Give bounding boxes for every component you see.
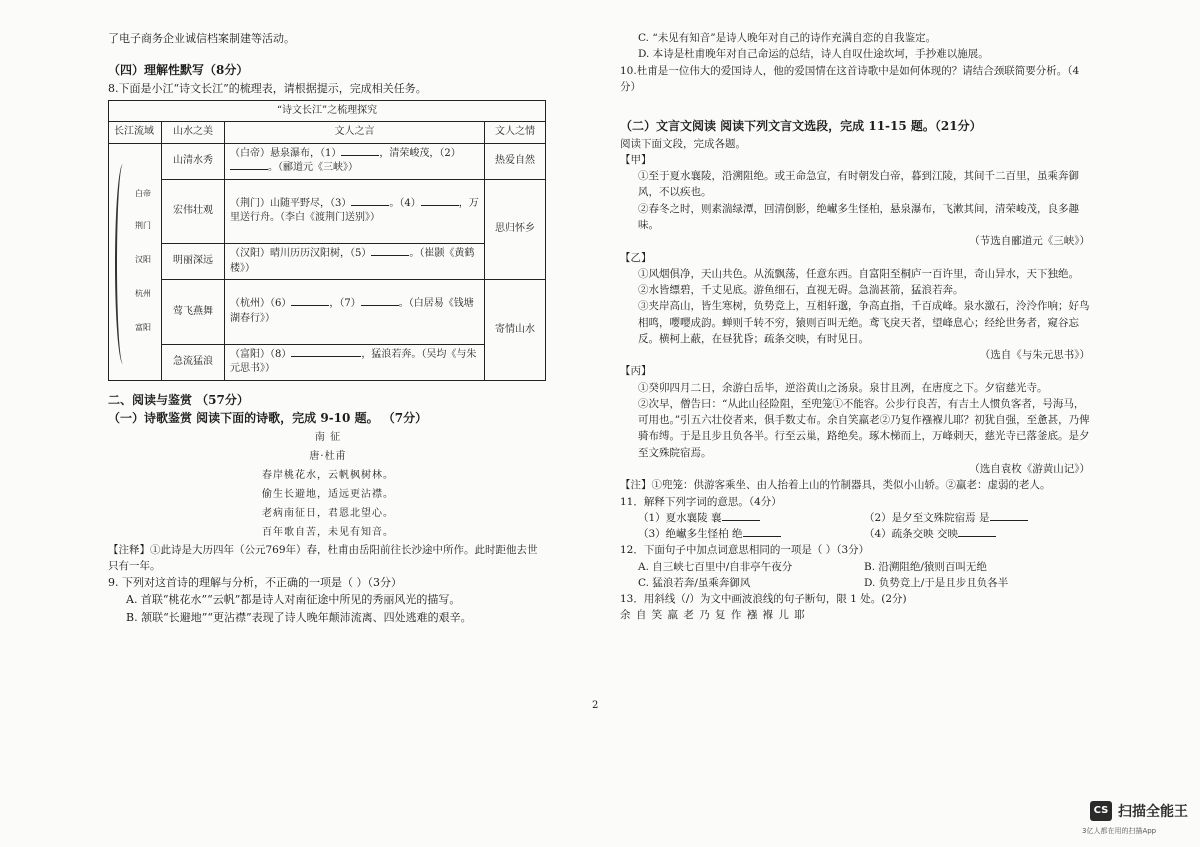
passage-bing-para: ②次早，僧告曰：“从此山径险阻，至兜笼①不能容。公步行良苦，有吉土人惯负客者，号海马，可用也。”引五六壮佼者来，俱手数丈布。余自笑羸老②乃复作襁褓儿耶？初犹自强，至惫甚，乃俾骑布缚。于是且步且负各半。行至云巢，路绝矣。琢木梯而上，万峰刺天，慈光寺已落釜底。是夕至文殊院宿焉。 (638, 397, 1090, 459)
question-8: 8.下面是小江“诗文长江”的梳理表，请根据提示，完成相关任务。 (108, 81, 427, 95)
answer-blank[interactable] (230, 169, 268, 170)
q11-row: （1）夏水襄陵 襄 （2）是夕至文殊院宿焉 是 (620, 510, 1090, 526)
passage-bing-source: （选自袁枚《游黄山记》） (969, 462, 1090, 475)
q12-row (620, 559, 1090, 575)
place-label: 杭州 (135, 288, 151, 298)
table-title: “诗文长江”之梳理探究 (109, 100, 546, 122)
passage-bing-para: ①癸卯四月二日，余游白岳毕，逆浴黄山之汤泉。泉甘且冽，在唐度之下。夕宿慈光寺。 (638, 381, 1048, 394)
q11-row: （3）绝𪩘多生怪柏 绝 （4）疏条交映 交映 (620, 526, 1090, 542)
answer-blank[interactable] (351, 205, 389, 206)
poem-title: 南 征 (314, 431, 342, 443)
row-feeling: 热爱自然 (485, 143, 546, 179)
row-quote: （荆门）山随平野尽，（3） 。（4） ，万里送行舟。（李白《渡荆门送别》） (225, 179, 485, 244)
question-10: 10.杜甫是一位伟大的爱国诗人，他的爱国情在这首诗歌中是如何体现的？请结合颈联简要分析。（4分） (620, 64, 1080, 93)
row-beauty: 宏伟壮观 (162, 179, 225, 244)
place-label: 荆门 (135, 220, 151, 230)
q9-option-a: A. 首联“桃花水”“云帆”都是诗人对南征途中所见的秀丽风光的描写。 (126, 593, 461, 607)
q13-sentence: 余 自 笑 羸 老 乃 复 作 襁 褓 儿 耶 (620, 609, 806, 622)
poem-line: 春岸桃花水，云帆枫树林。 (262, 469, 394, 481)
q12-option-c: C. 猛浪若奔/虽乘奔御风 (638, 576, 751, 589)
row-quote: （汉阳）晴川历历汉阳树，（5） 。（崔颢《黄鹤楼》） (225, 244, 485, 280)
answer-blank[interactable] (743, 536, 781, 537)
annotation: 【注】①兜笼：供游客乘坐、由人抬着上山的竹制器具，类似小山轿。②羸老：虚弱的老人。 (620, 479, 1051, 492)
question-13: 13．用斜线（/）为文中画波浪线的句子断句，限 1 处。(2分) (620, 593, 907, 606)
q12-option-a: A. 自三峡七百里中/自非亭午夜分 (638, 560, 793, 573)
row-beauty: 急流猛浪 (162, 344, 225, 380)
place-label: 富阳 (135, 322, 151, 332)
q9-option-c: C. “未见有知音”是诗人晚年对自己的诗作充满自恋的自我鉴定。 (638, 32, 937, 44)
answer-blank[interactable] (341, 155, 379, 156)
question-11: 11．解释下列字词的意思。（4分） (620, 495, 782, 508)
answer-blank[interactable] (722, 520, 760, 521)
table-header-feeling: 文人之情 (485, 122, 546, 144)
passage-yi-label: 【乙】 (620, 251, 652, 264)
q12-option-b: B. 沿溯阻绝/猿则百叫无绝 (864, 560, 987, 573)
passage-yi-para: ③夹岸高山，皆生寒树，负势竞上，互相轩邈，争高直指，千百成峰。泉水激石，泠泠作响；好鸟相鸣，嘤嘤成韵。蝉则千转不穷，猿则百叫无绝。鸢飞戾天者，望峰息心；经纶世务者，窥谷忘反。横柯上蔽，在昼犹昏；疏条交映，有时见日。 (638, 300, 1090, 345)
answer-blank[interactable] (958, 536, 996, 537)
answer-blank[interactable] (371, 255, 409, 256)
passage-jia-para: ①至于夏水襄陵，沿溯阻绝。或王命急宣，有时朝发白帝，暮到江陵，其间千二百里，虽乘奔御风，不以疾也。 (638, 170, 1079, 199)
poem-author: 唐·杜甫 (309, 450, 347, 462)
poem-section-title: （一）诗歌鉴赏 阅读下面的诗歌，完成 9-10 题。 （7分） (108, 411, 428, 426)
poem-note: 【注释】①此诗是大历四年（公元769年）春，杜甫由岳阳前往长沙途中所作。此时距他去世只有一年。 (108, 543, 538, 573)
passage-jia-label: 【甲】 (620, 153, 652, 166)
river-diagram (109, 143, 162, 380)
right-column (620, 30, 1090, 624)
question-9: 9. 下列对这首诗的理解与分析，不正确的一项是（ ）（3分） (108, 576, 402, 590)
camscanner-logo-icon: CS (1090, 801, 1112, 821)
passage-yi-para: ②水皆缥碧，千丈见底。游鱼细石，直视无碍。急湍甚箭，猛浪若奔。 (638, 284, 964, 297)
watermark-name: 扫描全能王 (1118, 804, 1188, 820)
row-feeling: 寄情山水 (485, 280, 546, 381)
passage-yi-source: （选自《与朱元思书》） (979, 349, 1090, 362)
answer-blank[interactable] (990, 520, 1028, 521)
poem-line: 偷生长避地，适远更沾襟。 (262, 488, 394, 500)
page-number: 2 (592, 700, 599, 711)
section-4-title: （四）理解性默写（8分） (108, 63, 249, 78)
classical-section-title: （二）文言文阅读 阅读下列文言文选段，完成 11-15 题。（21分） (620, 119, 982, 134)
row-beauty: 莺飞燕舞 (162, 280, 225, 345)
place-label: 白帝 (135, 188, 151, 198)
classical-intro: 阅读下面文段，完成各题。 (620, 137, 746, 150)
left-column (108, 30, 548, 626)
river-curve-icon (115, 164, 131, 364)
passage-jia-source: （节选自郦道元《三峡》） (969, 235, 1090, 248)
passage-bing-label: 【丙】 (620, 365, 652, 378)
place-label: 汉阳 (135, 254, 151, 264)
passage-yi-para: ①风烟俱净，天山共色。从流飘荡，任意东西。自富阳至桐庐一百许里，奇山异水，天下独绝。 (638, 267, 1079, 280)
row-beauty: 明丽深远 (162, 244, 225, 280)
q9-option-b: B. 颔联“长避地”“更沾襟”表现了诗人晚年颠沛流离、四处逃难的艰辛。 (126, 610, 472, 624)
row-quote: （白帝）悬泉瀑布，（1） ，清荣峻茂，（2）。（郦道元《三峡》） (225, 143, 485, 179)
poem-line: 百年歌自苦，未见有知音。 (262, 526, 394, 538)
row-beauty: 山清水秀 (162, 143, 225, 179)
yangtze-table (108, 100, 546, 381)
passage-jia-para: ②春冬之时，则素湍绿潭，回清倒影，绝𪩘多生怪柏，悬泉瀑布，飞漱其间，清荣峻茂，良多趣味。 (638, 202, 1079, 231)
answer-blank[interactable] (421, 205, 459, 206)
row-feeling: 思归怀乡 (485, 179, 546, 280)
table-header-basin: 长江流域 (109, 122, 162, 144)
row-quote: （杭州）（6） ，（7） 。（白居易《钱塘湖春行》） (225, 280, 485, 345)
part-2-title: 二、阅读与鉴赏 （57分） (108, 392, 249, 407)
table-header-words: 文人之言 (225, 122, 485, 144)
row-quote: （富阳）（8） ，猛浪若奔。（吴均《与朱元思书》） (225, 344, 485, 380)
watermark-subtitle: 3亿人都在用的扫描App (1082, 827, 1157, 835)
top-continuation-line: 了电子商务企业诚信档案制建等活动。 (108, 32, 295, 45)
scanner-watermark (1090, 801, 1188, 821)
answer-blank[interactable] (361, 305, 399, 306)
poem-line: 老病南征日，君恩北望心。 (262, 507, 394, 519)
answer-blank[interactable] (291, 356, 361, 357)
q12-row (620, 575, 1090, 591)
question-12: 12．下面句子中加点词意思相同的一项是（ ）（3分） (620, 544, 870, 557)
answer-blank[interactable] (291, 305, 329, 306)
q12-option-d: D. 负势竞上/于是且步且负各半 (864, 576, 1009, 589)
q9-option-d: D. 本诗是杜甫晚年对自己命运的总结，诗人自叹仕途坎坷，手抄难以施展。 (638, 48, 989, 61)
table-header-beauty: 山水之美 (162, 122, 225, 144)
